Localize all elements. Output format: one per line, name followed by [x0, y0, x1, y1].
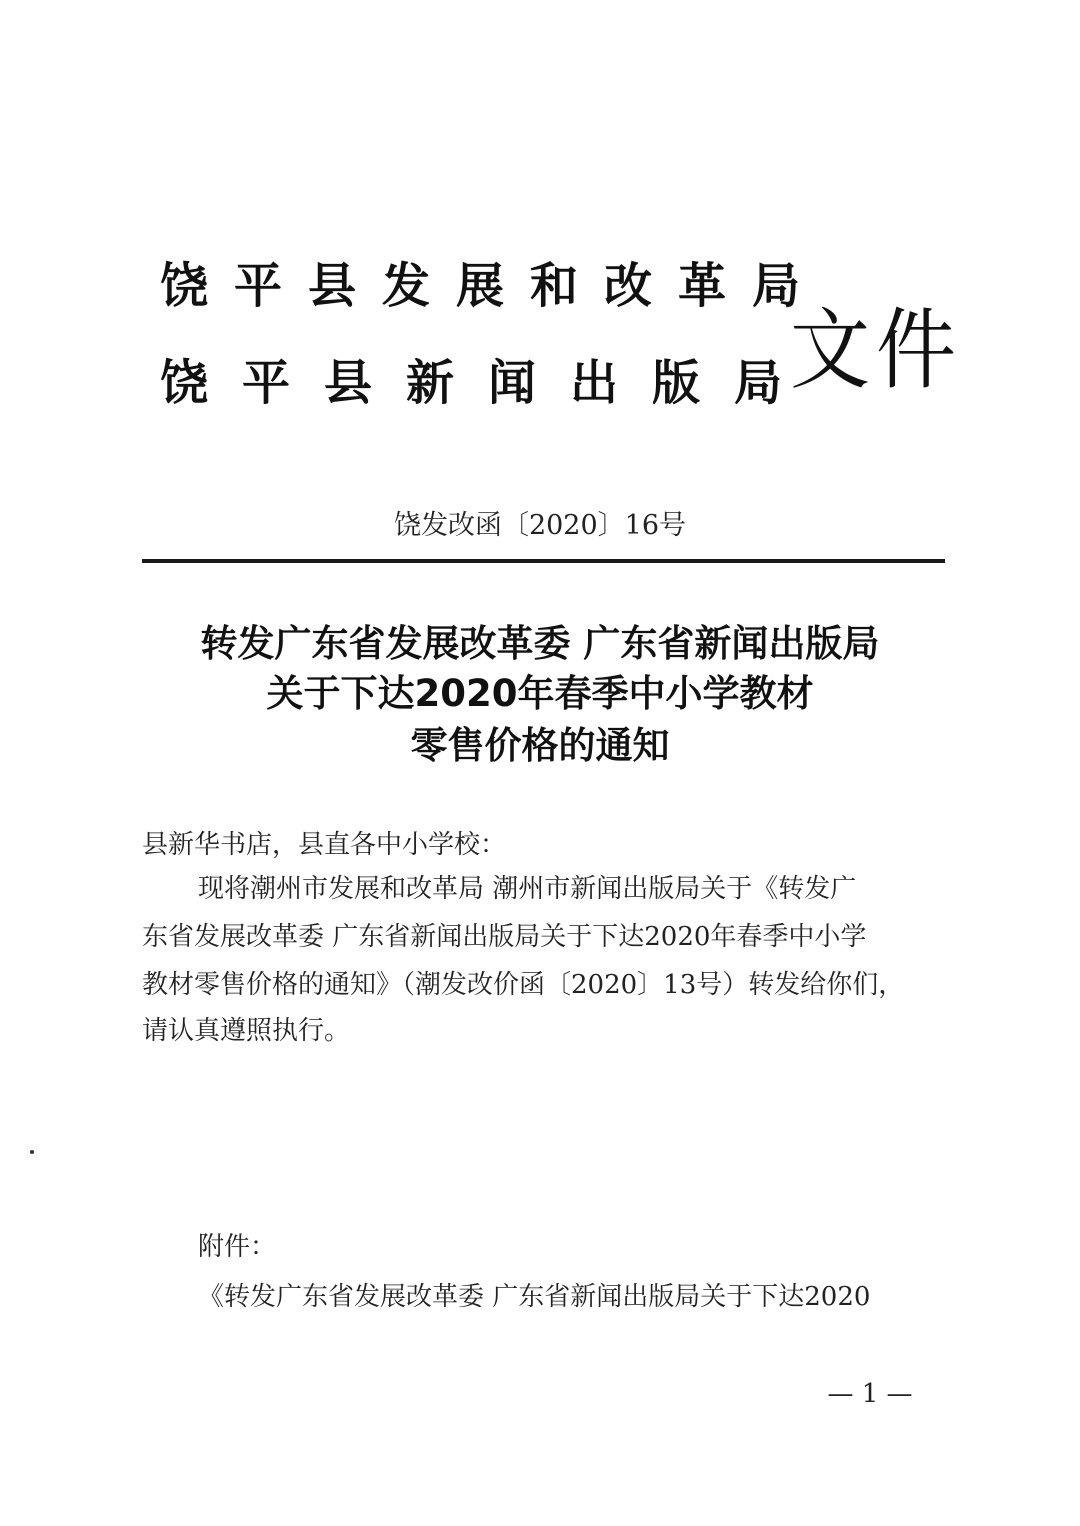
page-number: — 1 —	[827, 1379, 913, 1409]
issuer-name-2: 饶平县新闻出版局	[160, 355, 817, 411]
document-title-line-3: 零售价格的通知	[410, 724, 670, 767]
header-divider	[142, 559, 945, 563]
document-title-line-1: 转发广东省发展改革委 广东省新闻出版局	[200, 622, 880, 665]
salutation: 县新华书店，县直各中小学校：	[142, 830, 507, 860]
body-line-2: 东省发展改革委 广东省新闻出版局关于下达2020年春季中小学	[142, 922, 867, 952]
document-number: 饶发改函〔2020〕16号	[393, 510, 687, 541]
attachment-item: 《转发广东省发展改革委 广东省新闻出版局关于下达2020	[198, 1282, 871, 1312]
attachment-label: 附件：	[198, 1232, 277, 1262]
body-line-3: 教材零售价格的通知》（潮发改价函〔2020〕13号）转发给你们，	[142, 970, 905, 1000]
scan-speck	[30, 1150, 34, 1154]
document-title-line-2: 关于下达2020年春季中小学教材	[266, 672, 814, 715]
body-line-1: 现将潮州市发展和改革局 潮州市新闻出版局关于《转发广	[198, 874, 857, 904]
body-line-4: 请认真遵照执行。	[142, 1016, 351, 1046]
document-marker: 文件	[790, 298, 962, 402]
issuer-name-1: 饶平县发展和改革局	[160, 258, 827, 314]
